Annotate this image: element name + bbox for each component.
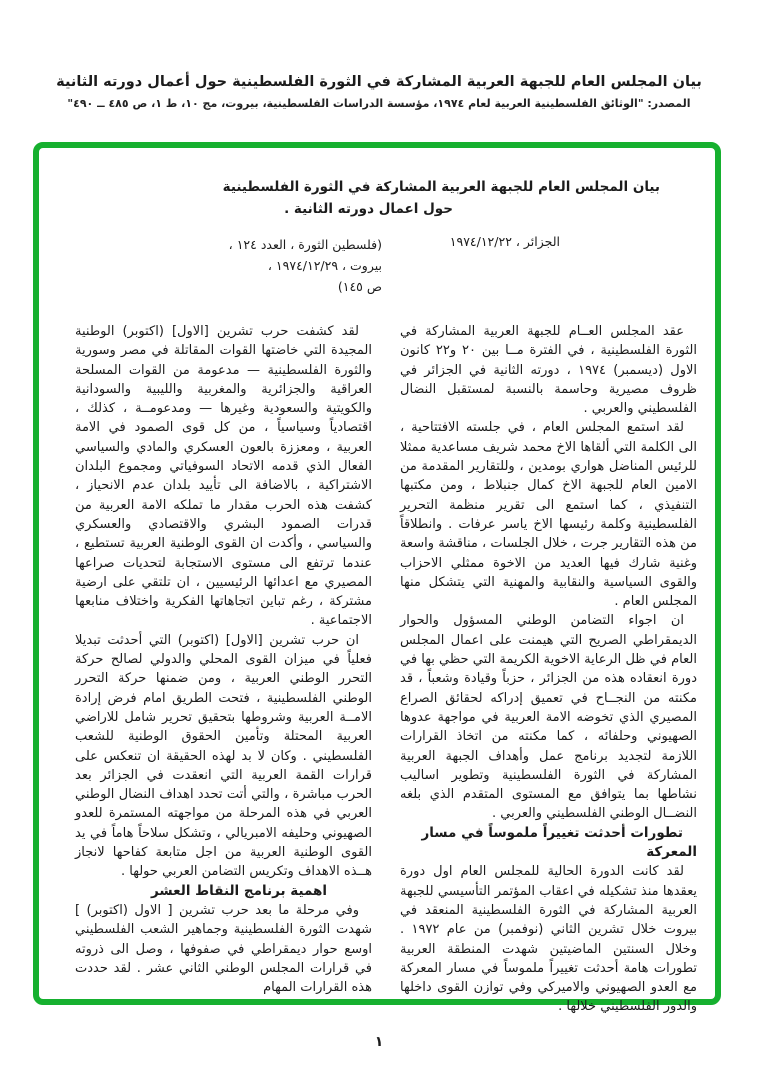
publication-citation — [229, 234, 382, 297]
column-left — [75, 322, 372, 1017]
paragraph: لقد استمع المجلس العام ، في جلسته الافتتاحية ، الى الكلمة التي ألقاها الاخ محمد شريف مساعدية ممثلا للرئيس المناضل هواري بومدين ، وللتقارير المقدمة من الامين العام للجبهة الاخ كمال جنبلاط ، ومن مكتبها التنفيذي ، كما استمع الى تقرير منظمة التحرير الفلسطينية وكلمة رئيسها الاخ ياسر عرفات . وانطلاقاً من هذه التقارير جرت ، خلال الجلسات ، مناقشة واسعة وغنية شارك فيها العديد من الاخوة ممثلي الاحزاب والقوى السياسية والنقابية والمهنية التي يتشكل منها المجلس العام . — [400, 420, 697, 610]
section-heading-ten-points: اهمية برنامج النقاط العشر — [151, 882, 327, 899]
document-title — [59, 176, 660, 220]
page-number: ١ — [374, 1034, 384, 1050]
paragraph: وفي مرحلة ما بعد حرب تشرين [ الاول (اكتوبر) ] شهدت الثورة الفلسطينية وجماهير الشعب الفلسطيني اوسع حوار ديمقراطي في صفوفها ، وصل الى ذروته في قرارات المجلس الوطني الثاني عشر . لقد حددت هذه القرارات المهام — [75, 902, 372, 996]
document-title-line-2: حول اعمال دورته الثانية . — [284, 201, 453, 217]
section-heading-developments: تطورات أحدثت تغييراً ملموساً في مسار المعركة — [421, 824, 697, 861]
page-title: بيان المجلس العام للجبهة العربية المشاركة في الثورة الفلسطينية حول أعمال دورته الثانية — [56, 74, 702, 90]
citation-line: (فلسطين الثورة ، العدد ١٢٤ ، — [228, 237, 382, 252]
paragraph: لقد كانت الدورة الحالية للمجلس العام اول دورة يعقدها منذ تشكيله في اعقاب المؤتمر التأسيسي للجبهة العربية المشاركة في الثورة الفلسطينية المنعقد في بيروت خلال تشرين الثاني (نوفمبر) من عام ١٩٧٢ . وخلال السنتين الماضيتين شهدت المنطقة العربية تطورات هامة أحدثت تغييراً ملموساً في مسار المعركة مع العدو الصهيوني والاميركي وفي توازن القوى داخلها والدور الفلسطيني خلالها . — [400, 864, 698, 1015]
source-citation-line: المصدر: "الوثائق الفلسطينية العربية لعام ١٩٧٤، مؤسسة الدراسات الفلسطينية، بيروت، مج ١٠، ط ١، ص ٤٨٥ ــ ٤٩٠" — [67, 97, 691, 110]
highlight-box — [33, 142, 721, 1015]
document-title-line-1: بيان المجلس العام للجبهة العربية المشاركة في الثورة الفلسطينية — [222, 179, 660, 195]
paragraph: لقد كشفت حرب تشرين [الاول] (اكتوبر) الوطنية المجيدة التي خاضتها القوات المقاتلة في مصر وسورية والثورة الفلسطينية — مدعومة من القوات المسلحة العراقية والجزائرية والمغربية والليبية والسودانية والكويتية والسعودية وغيرها — ومدعومــة ، كذلك ، اقتصادياً وسياسياً ، من كل قوى الصمود في الامة العربية ، ومعززة بالعون العسكري والمادي والسياسي الفعال الذي قدمه الاتحاد السوفياتي ومجموع البلدان الاشتراكية ، بالاضافة الى تأييد بلدان عدم الانحياز ، كشفت هذه الحرب مقدار ما تملكه الامة العربية من قدرات الصمود البشري والاقتصادي والعسكري والسياسي ، وأكدت ان القوى الوطنية العربية تستطيع ، عندما ترتفع الى مستوى الاستجابة لتحديات صراعها المصيري مع اعدائها الرئيسيين ، ان تلتقي على ارضية مشتركة ، رغم تباين اتجاهاتها الفكرية واختلاف منابعها الاجتماعية . — [75, 324, 372, 629]
paragraph: ان حرب تشرين [الاول] (اكتوبر) التي أحدثت تبديلا فعلياً في ميزان القوى المحلي والدولي لصالح حركة التحرر الوطني العربية ، ومن ضمنها حركة التحرر الوطني الفلسطينية ، فتحت الطريق امام فرض إرادة الامــة العربية وشروطها بتحقيق تحرير شامل للاراضي العربية المحتلة وتأمين الحقوق الوطنية للشعب الفلسطيني . وكان لا بد لهذه الحقيقة ان تنعكس على قرارات القمة العربية التي انعقدت في الجزائر بعد الحرب مباشرة ، والتي أتت تحدد اهداف النضال الوطني العربي في هذه المرحلة من مواجهته المستمرة للعدو الصهيوني وحليفه الامبريالي ، وتشكل سلاحاً هاماً في يد القوى الوطنية العربية من اجل متابعة كفاحها لانجاز هــذه الاهداف وتكريس التضامن العربي حولها . — [75, 632, 372, 880]
body-columns — [75, 322, 697, 1017]
citation-line: بيروت ، ١٩٧٤/١٢/٢٩ ، — [267, 258, 382, 273]
citation-line: ص ١٤٥) — [337, 279, 382, 294]
place-date: الجزائر ، ١٩٧٤/١٢/٢٢ — [449, 234, 560, 249]
document-header — [0, 74, 758, 110]
paragraph: ان اجواء التضامن الوطني المسؤول والحوار الديمقراطي الصريح التي هيمنت على اعمال المجلس العام في ظل الرعاية الاخوية الكريمة التي حظي بها في دورة انعقاده هذه من الجزائر ، حزباً وقيادة وشعباً ، قد مكنته من النجــاح في تعميق إدراكه لحقائق الصراع المصيري الذي تخوضه الامة العربية في مواجهة عدوها الصهيوني وحلفائه ، كما مكنته من اتخاذ القرارات اللازمة لتجديد برنامج عمل وأهداف الجبهة العربية المشاركة في الثورة الفلسطينية وتطوير اساليب نشاطها بما يتوافق مع المستوى المتقدم الذي بلغه النضــال الوطني الفلسطيني والعربي . — [400, 613, 697, 822]
paragraph: عقد المجلس العــام للجبهة العربية المشاركة في الثورة الفلسطينية ، في الفترة مــا بين ٢٠ و٢٢ كانون الاول (ديسمبر) ١٩٧٤ ، دورته الثانية في الجزائر في ظروف مصيرية وحاسمة بالنسبة لمستقبل النضال الفلسطيني والعربي . — [400, 324, 697, 417]
column-right — [400, 322, 697, 1017]
